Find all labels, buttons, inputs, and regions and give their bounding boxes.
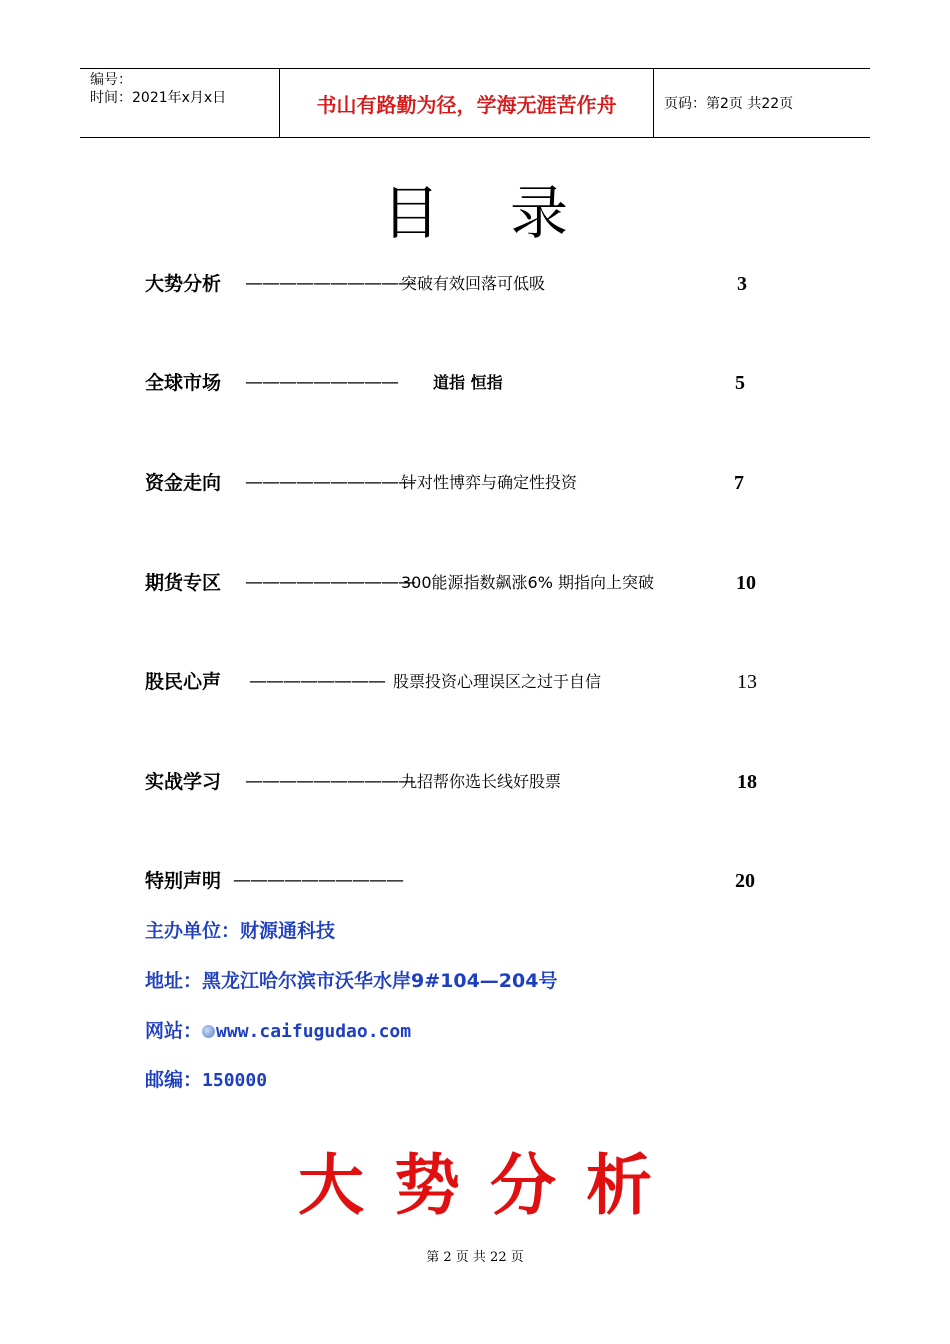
toc-row[interactable] [145,668,785,696]
toc-dashes: —————————— [245,273,415,294]
page-footer: 第 2 页 共 22 页 [426,1250,524,1265]
toc-dashes: —————————— [233,870,403,891]
toc-page-number: 13 [737,671,757,693]
toc-subtitle: 300能源指数飙涨6% 期指向上突破 [401,573,655,592]
header-number: 编号： [90,72,132,88]
toc-row[interactable] [145,270,785,298]
toc-page-number: 7 [734,472,744,494]
postcode-value: 150000 [202,1070,268,1091]
toc-subtitle: 九招帮你选长线好股票 [401,772,562,791]
toc-row[interactable] [145,768,785,796]
globe-icon [202,1025,215,1038]
toc-row[interactable] [145,569,785,597]
toc-section: 全球市场 [145,372,222,394]
toc-section: 实战学习 [145,771,222,793]
toc-page-number: 18 [737,771,757,793]
header-date: 时间：2021年x月x日 [90,90,227,106]
postcode-line [145,1066,267,1095]
toc-page-number: 20 [735,870,755,892]
toc-subtitle: 针对性博弈与确定性投资 [401,473,578,492]
toc-row[interactable] [145,469,785,497]
section-heading: 大势分析 [298,1146,682,1224]
toc-dashes: —————————— [245,771,415,792]
toc-page-number: 5 [735,372,745,394]
toc-subtitle: 突破有效回落可低吸 [401,274,546,293]
sponsor-line: 主办单位：财源通科技 [145,920,336,942]
address-line: 地址：黑龙江哈尔滨市沃华水岸9#104—204号 [145,970,558,992]
toc-section: 资金走向 [145,472,222,494]
toc-subtitle: 道指 恒指 [433,373,503,392]
toc-subtitle: 股票投资心理误区之过于自信 [393,672,602,691]
toc-dashes: ————————— [245,372,398,393]
toc-row[interactable] [145,369,785,397]
toc-title: 目录 [381,179,638,247]
toc-section: 股民心声 [145,671,222,693]
toc-dashes: ———————— [249,671,385,692]
website-link[interactable]: www.caifugudao.com [216,1021,412,1042]
toc-row[interactable] [145,867,785,895]
website-line [145,1017,411,1046]
website-label: 网站： [145,1020,203,1042]
header-meta [80,69,280,137]
header-motto: 书山有路勤为径，学海无涯苦作舟 [280,69,654,137]
toc-section: 期货专区 [145,572,222,594]
toc-dashes: —————————— [245,572,415,593]
page-header [80,68,870,138]
toc-section: 大势分析 [145,273,222,295]
toc-page-number: 3 [737,273,747,295]
toc-page-number: 10 [736,572,756,594]
toc-dashes: —————————— [245,472,415,493]
toc-section: 特别声明 [145,870,222,892]
header-page-info: 页码：第2页 共22页 [664,96,794,112]
postcode-label: 邮编： [145,1069,203,1091]
